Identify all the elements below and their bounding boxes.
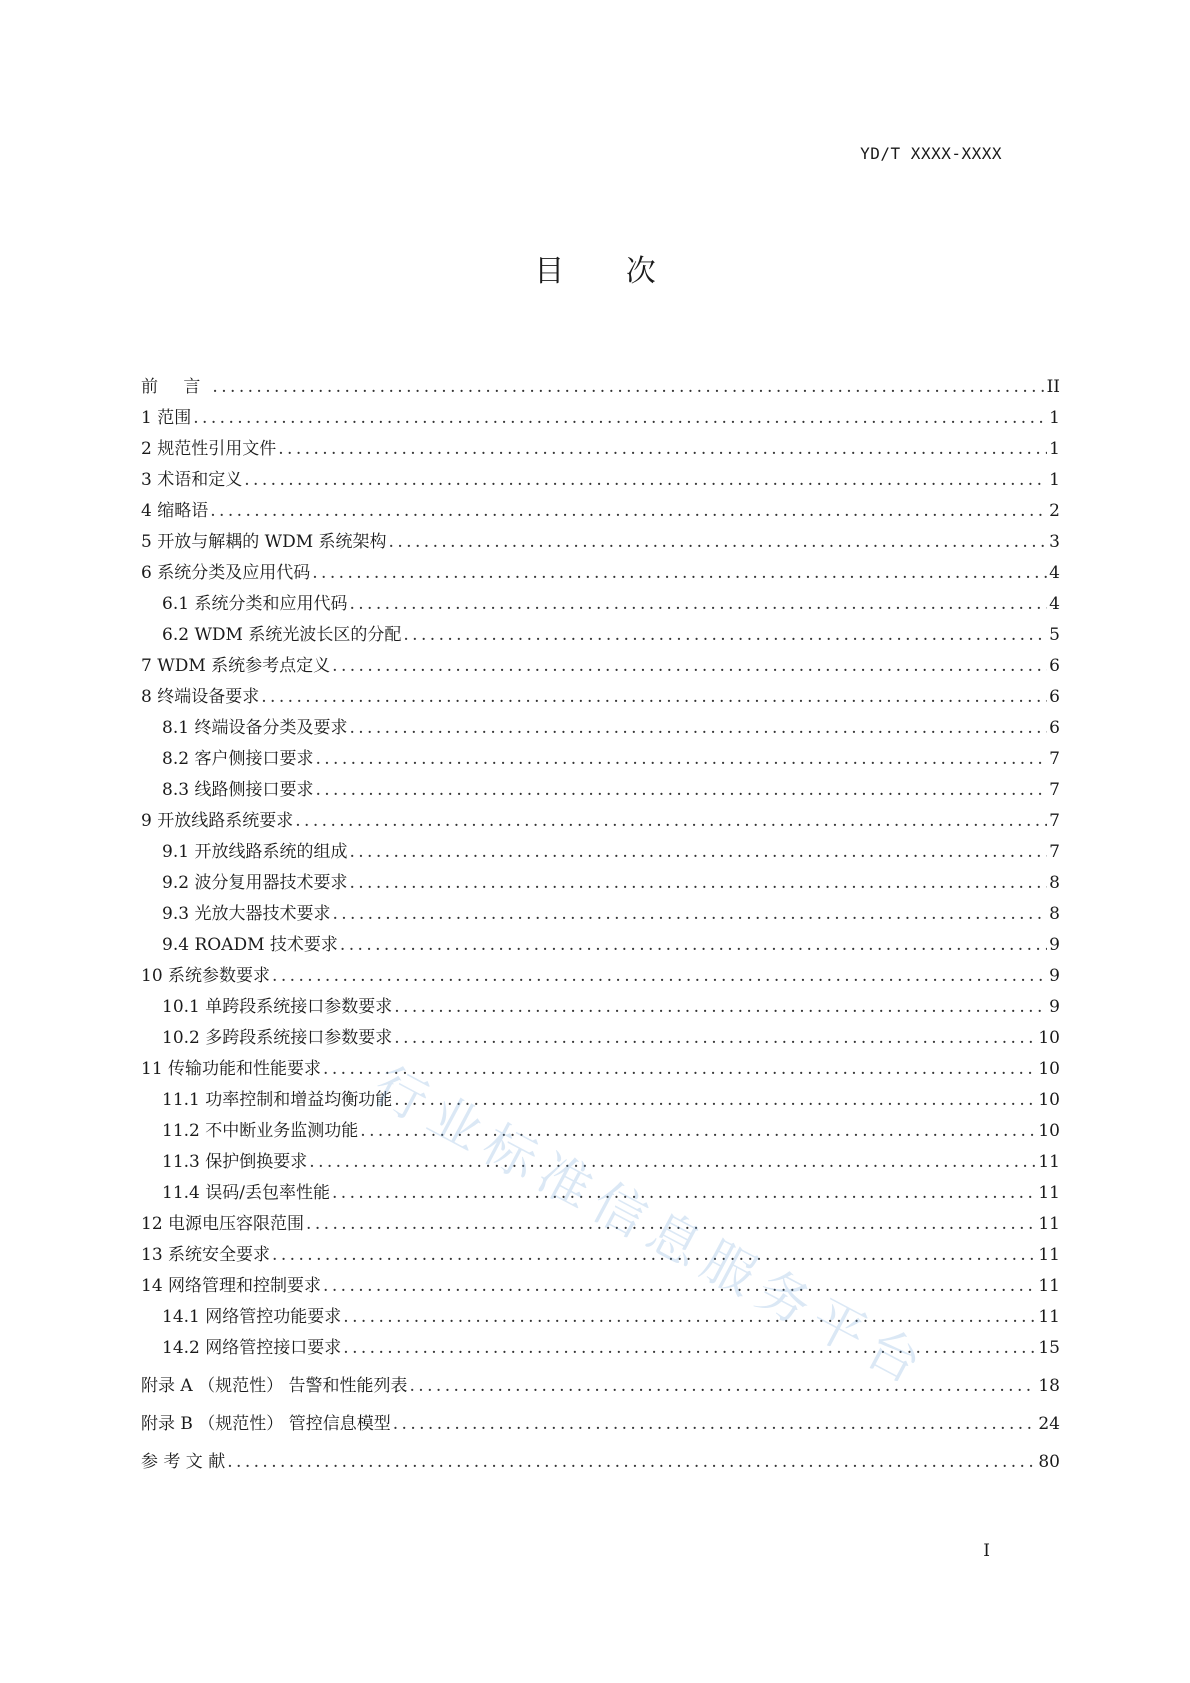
toc-dot-leader	[393, 1409, 1037, 1440]
toc-dot-leader	[323, 1271, 1036, 1302]
toc-entry-title: 14.1 网络管控功能要求	[162, 1307, 342, 1327]
toc-entry-page: 7	[1049, 811, 1060, 831]
toc-dot-leader	[394, 992, 1047, 1023]
toc-entry[interactable]	[141, 899, 1060, 930]
toc-entry-title: 9.3 光放大器技术要求	[162, 904, 331, 924]
toc-entry-page: 11	[1038, 1245, 1060, 1265]
toc-entry-page: 11	[1038, 1214, 1060, 1234]
toc-entry-title: 1 范围	[141, 408, 192, 428]
toc-entry-page: 11	[1038, 1152, 1060, 1172]
page-number: I	[983, 1541, 990, 1561]
toc-entry-title: 5 开放与解耦的 WDM 系统架构	[141, 532, 387, 552]
toc-entry-page: 11	[1038, 1183, 1060, 1203]
toc-entry-title: 10 系统参数要求	[141, 966, 271, 986]
toc-entry[interactable]	[141, 1302, 1060, 1333]
toc-entry-title: 前 言	[141, 377, 211, 397]
table-of-contents	[141, 372, 1060, 1478]
toc-entry-title: 12 电源电压容限范围	[141, 1214, 305, 1234]
toc-entry[interactable]	[141, 1333, 1060, 1364]
toc-entry-page: 3	[1049, 532, 1060, 552]
watermark: 行业标准信息服务平台	[363, 1055, 939, 1400]
toc-entry-page: 5	[1049, 625, 1060, 645]
toc-entry-page: 11	[1038, 1307, 1060, 1327]
toc-entry-title: 10.1 单跨段系统接口参数要求	[162, 997, 393, 1017]
toc-dot-leader	[349, 589, 1047, 620]
toc-entry-page: 18	[1038, 1376, 1060, 1396]
toc-dot-leader	[343, 1302, 1036, 1333]
document-code: YD/T XXXX-XXXX	[860, 144, 1002, 163]
toc-dot-leader	[332, 1178, 1036, 1209]
toc-dot-leader	[332, 899, 1047, 930]
toc-entry[interactable]	[141, 775, 1060, 806]
toc-entry[interactable]	[141, 1054, 1060, 1085]
toc-entry-page: 7	[1049, 842, 1060, 862]
toc-entry[interactable]	[141, 496, 1060, 527]
toc-dot-leader	[410, 1371, 1037, 1402]
toc-entry-title: 2 规范性引用文件	[141, 439, 277, 459]
toc-dot-leader	[360, 1116, 1036, 1147]
toc-entry[interactable]	[141, 930, 1060, 961]
toc-entry[interactable]	[141, 558, 1060, 589]
toc-entry-title: 9.4 ROADM 技术要求	[162, 935, 338, 955]
toc-entry[interactable]	[141, 1147, 1060, 1178]
toc-entry-title: 附录 B （规范性） 管控信息模型	[141, 1414, 391, 1434]
toc-dot-leader	[315, 744, 1047, 775]
toc-dot-leader	[306, 1209, 1036, 1240]
toc-dot-leader	[272, 1240, 1036, 1271]
toc-entry[interactable]	[141, 961, 1060, 992]
toc-entry-page: 11	[1038, 1276, 1060, 1296]
toc-entry-page: 1	[1049, 470, 1060, 490]
toc-entry[interactable]	[141, 589, 1060, 620]
toc-entry-title: 8.3 线路侧接口要求	[162, 780, 314, 800]
toc-entry[interactable]	[141, 682, 1060, 713]
page-title: 目 次	[534, 254, 682, 289]
toc-entry-page: 9	[1049, 997, 1060, 1017]
toc-dot-leader	[227, 1447, 1036, 1478]
toc-entry[interactable]	[141, 1271, 1060, 1302]
toc-dot-leader	[349, 868, 1047, 899]
toc-entry-page: 1	[1049, 408, 1060, 428]
toc-entry-title: 6 系统分类及应用代码	[141, 563, 311, 583]
toc-entry[interactable]	[141, 465, 1060, 496]
toc-dot-leader	[309, 1147, 1036, 1178]
toc-entry[interactable]	[141, 1240, 1060, 1271]
toc-entry-page: 80	[1038, 1452, 1060, 1472]
toc-entry-title: 8.1 终端设备分类及要求	[162, 718, 348, 738]
toc-dot-leader	[315, 775, 1047, 806]
toc-entry[interactable]	[141, 1371, 1060, 1402]
toc-dot-leader	[332, 651, 1047, 682]
toc-entry-title: 参 考 文 献	[141, 1452, 226, 1472]
toc-dot-leader	[312, 558, 1047, 589]
toc-entry-title: 9.1 开放线路系统的组成	[162, 842, 348, 862]
toc-entry[interactable]	[141, 372, 1060, 403]
toc-entry[interactable]	[141, 837, 1060, 868]
toc-entry[interactable]	[141, 527, 1060, 558]
toc-entry-page: 10	[1038, 1059, 1060, 1079]
toc-entry-title: 7 WDM 系统参考点定义	[141, 656, 331, 676]
toc-entry-title: 9.2 波分复用器技术要求	[162, 873, 348, 893]
toc-dot-leader	[394, 1085, 1036, 1116]
toc-dot-leader	[272, 961, 1047, 992]
toc-entry-title: 14 网络管理和控制要求	[141, 1276, 322, 1296]
toc-entry-title: 8.2 客户侧接口要求	[162, 749, 314, 769]
toc-dot-leader	[349, 837, 1047, 868]
toc-dot-leader	[389, 527, 1048, 558]
toc-entry[interactable]	[141, 713, 1060, 744]
toc-dot-leader	[343, 1333, 1036, 1364]
toc-entry-page: 6	[1049, 718, 1060, 738]
toc-entry-title: 9 开放线路系统要求	[141, 811, 294, 831]
toc-entry-title: 14.2 网络管控接口要求	[162, 1338, 342, 1358]
toc-dot-leader	[403, 620, 1047, 651]
toc-dot-leader	[244, 465, 1047, 496]
toc-entry-title: 10.2 多跨段系统接口参数要求	[162, 1028, 393, 1048]
toc-entry[interactable]	[141, 1023, 1060, 1054]
toc-entry-page: 10	[1038, 1121, 1060, 1141]
toc-dot-leader	[394, 1023, 1036, 1054]
toc-entry[interactable]	[141, 1447, 1060, 1478]
toc-entry[interactable]	[141, 434, 1060, 465]
toc-dot-leader	[210, 496, 1047, 527]
toc-entry-title: 8 终端设备要求	[141, 687, 260, 707]
toc-entry-page: 6	[1049, 687, 1060, 707]
toc-entry-title: 4 缩略语	[141, 501, 209, 521]
toc-entry[interactable]	[141, 1209, 1060, 1240]
toc-entry-title: 11.2 不中断业务监测功能	[162, 1121, 359, 1141]
toc-dot-leader	[323, 1054, 1036, 1085]
toc-entry-page: 2	[1049, 501, 1060, 521]
toc-entry[interactable]	[141, 744, 1060, 775]
toc-entry-page: 8	[1049, 904, 1060, 924]
toc-entry-page: 4	[1049, 594, 1060, 614]
toc-dot-leader	[212, 372, 1044, 403]
toc-entry[interactable]	[141, 868, 1060, 899]
toc-entry-title: 13 系统安全要求	[141, 1245, 271, 1265]
toc-entry-page: 6	[1049, 656, 1060, 676]
toc-entry-page: 4	[1049, 563, 1060, 583]
toc-entry-title: 11.1 功率控制和增益均衡功能	[162, 1090, 393, 1110]
toc-entry[interactable]	[141, 992, 1060, 1023]
toc-entry-title: 11.4 误码/丢包率性能	[162, 1183, 330, 1203]
toc-dot-leader	[295, 806, 1047, 837]
toc-entry-page: 10	[1038, 1090, 1060, 1110]
toc-entry[interactable]	[141, 403, 1060, 434]
toc-entry-page: 8	[1049, 873, 1060, 893]
toc-entry-title: 11.3 保护倒换要求	[162, 1152, 308, 1172]
toc-entry-title: 11 传输功能和性能要求	[141, 1059, 322, 1079]
toc-entry-page: 7	[1049, 749, 1060, 769]
toc-entry-title: 3 术语和定义	[141, 470, 243, 490]
toc-entry[interactable]	[141, 806, 1060, 837]
toc-dot-leader	[261, 682, 1047, 713]
toc-entry-page: 1	[1049, 439, 1060, 459]
toc-entry-title: 附录 A （规范性） 告警和性能列表	[141, 1376, 408, 1396]
toc-entry-page: II	[1046, 377, 1060, 397]
toc-entry-page: 9	[1049, 935, 1060, 955]
toc-entry-page: 9	[1049, 966, 1060, 986]
toc-entry-page: 15	[1038, 1338, 1060, 1358]
toc-entry[interactable]	[141, 1178, 1060, 1209]
toc-entry[interactable]	[141, 651, 1060, 682]
toc-entry-page: 7	[1049, 780, 1060, 800]
toc-entry[interactable]	[141, 1409, 1060, 1440]
toc-entry[interactable]	[141, 1085, 1060, 1116]
toc-entry-page: 10	[1038, 1028, 1060, 1048]
toc-entry-page: 24	[1038, 1414, 1060, 1434]
toc-entry-title: 6.1 系统分类和应用代码	[162, 594, 348, 614]
toc-dot-leader	[349, 713, 1047, 744]
toc-entry[interactable]	[141, 620, 1060, 651]
toc-dot-leader	[193, 403, 1047, 434]
toc-entry-title: 6.2 WDM 系统光波长区的分配	[162, 625, 402, 645]
toc-dot-leader	[278, 434, 1047, 465]
toc-dot-leader	[340, 930, 1047, 961]
toc-entry[interactable]	[141, 1116, 1060, 1147]
